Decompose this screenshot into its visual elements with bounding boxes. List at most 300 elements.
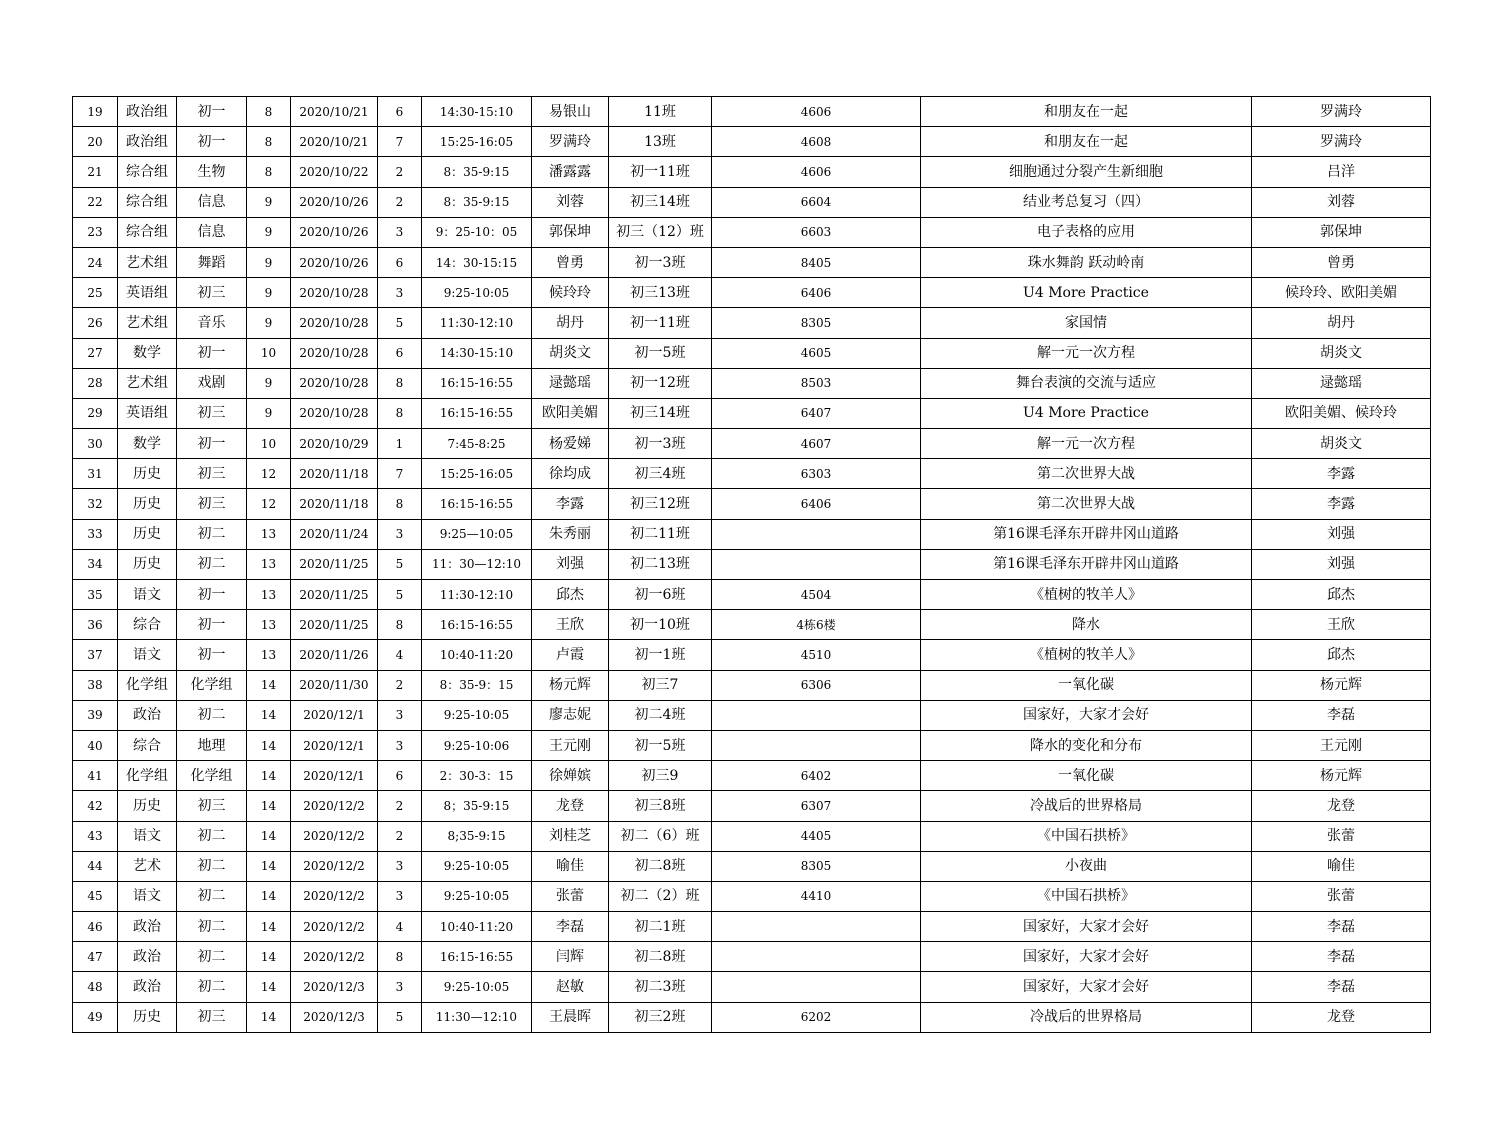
- period-cell: 6: [378, 247, 422, 277]
- group-cell: 历史: [118, 1002, 177, 1032]
- row-number-cell: 48: [73, 972, 118, 1002]
- row-number-cell: 28: [73, 368, 118, 398]
- row-number-cell: 29: [73, 398, 118, 428]
- group-cell: 历史: [118, 519, 177, 549]
- reviewer-cell: 李露: [1252, 459, 1431, 489]
- reviewer-cell: 杨元辉: [1252, 670, 1431, 700]
- period-cell: 3: [378, 851, 422, 881]
- subject-cell: 初二: [177, 881, 247, 911]
- teacher-cell: 刘桂芝: [532, 821, 609, 851]
- teacher-cell: 刘蓉: [532, 187, 609, 217]
- group-cell: 数学: [118, 338, 177, 368]
- table-row: [73, 700, 1431, 730]
- period-cell: 2: [378, 157, 422, 187]
- teacher-cell: 龙登: [532, 791, 609, 821]
- row-number-cell: 24: [73, 247, 118, 277]
- date-cell: 2020/10/28: [291, 398, 378, 428]
- time-cell: 9:25-10:06: [422, 730, 532, 760]
- time-cell: 9:25-10:05: [422, 700, 532, 730]
- subject-cell: 生物: [177, 157, 247, 187]
- time-cell: 16:15-16:55: [422, 398, 532, 428]
- week-cell: 14: [247, 670, 291, 700]
- subject-cell: 初一: [177, 429, 247, 459]
- row-number-cell: 22: [73, 187, 118, 217]
- date-cell: 2020/10/28: [291, 338, 378, 368]
- time-cell: 11:30—12:10: [422, 1002, 532, 1032]
- reviewer-cell: 邱杰: [1252, 580, 1431, 610]
- reviewer-cell: 李磊: [1252, 972, 1431, 1002]
- room-cell: 6306: [712, 670, 921, 700]
- week-cell: 14: [247, 942, 291, 972]
- period-cell: 8: [378, 398, 422, 428]
- row-number-cell: 20: [73, 127, 118, 157]
- topic-cell: U4 More Practice: [921, 278, 1252, 308]
- group-cell: 语文: [118, 580, 177, 610]
- week-cell: 14: [247, 761, 291, 791]
- period-cell: 2: [378, 791, 422, 821]
- topic-cell: 解一元一次方程: [921, 338, 1252, 368]
- period-cell: 3: [378, 700, 422, 730]
- room-cell: 6307: [712, 791, 921, 821]
- group-cell: 综合组: [118, 217, 177, 247]
- group-cell: 艺术: [118, 851, 177, 881]
- reviewer-cell: 王欣: [1252, 610, 1431, 640]
- reviewer-cell: 胡丹: [1252, 308, 1431, 338]
- date-cell: 2020/11/18: [291, 459, 378, 489]
- reviewer-cell: 欧阳美媚、候玲玲: [1252, 398, 1431, 428]
- date-cell: 2020/12/2: [291, 912, 378, 942]
- room-cell: 6303: [712, 459, 921, 489]
- table-row: [73, 942, 1431, 972]
- table-row: [73, 912, 1431, 942]
- period-cell: 3: [378, 278, 422, 308]
- date-cell: 2020/12/1: [291, 700, 378, 730]
- period-cell: 3: [378, 972, 422, 1002]
- row-number-cell: 42: [73, 791, 118, 821]
- week-cell: 13: [247, 640, 291, 670]
- row-number-cell: 25: [73, 278, 118, 308]
- row-number-cell: 31: [73, 459, 118, 489]
- topic-cell: 第16课毛泽东开辟井冈山道路: [921, 519, 1252, 549]
- class-cell: 初三14班: [609, 398, 712, 428]
- row-number-cell: 43: [73, 821, 118, 851]
- topic-cell: 家国情: [921, 308, 1252, 338]
- teacher-cell: 欧阳美媚: [532, 398, 609, 428]
- class-cell: 初三12班: [609, 489, 712, 519]
- topic-cell: 小夜曲: [921, 851, 1252, 881]
- teacher-cell: 朱秀丽: [532, 519, 609, 549]
- date-cell: 2020/10/22: [291, 157, 378, 187]
- room-cell: 6202: [712, 1002, 921, 1032]
- period-cell: 1: [378, 429, 422, 459]
- date-cell: 2020/10/26: [291, 187, 378, 217]
- class-cell: 初二8班: [609, 942, 712, 972]
- group-cell: 综合: [118, 730, 177, 760]
- room-cell: 8305: [712, 851, 921, 881]
- period-cell: 5: [378, 1002, 422, 1032]
- class-cell: 13班: [609, 127, 712, 157]
- table-row: [73, 278, 1431, 308]
- room-cell: [712, 972, 921, 1002]
- topic-cell: 国家好，大家才会好: [921, 700, 1252, 730]
- group-cell: 政治: [118, 972, 177, 1002]
- reviewer-cell: 胡炎文: [1252, 338, 1431, 368]
- subject-cell: 初二: [177, 942, 247, 972]
- time-cell: 8：35-9:15: [422, 187, 532, 217]
- period-cell: 7: [378, 459, 422, 489]
- class-cell: 初一6班: [609, 580, 712, 610]
- subject-cell: 音乐: [177, 308, 247, 338]
- row-number-cell: 39: [73, 700, 118, 730]
- topic-cell: 第二次世界大战: [921, 459, 1252, 489]
- topic-cell: 《中国石拱桥》: [921, 881, 1252, 911]
- date-cell: 2020/10/28: [291, 278, 378, 308]
- reviewer-cell: 罗满玲: [1252, 127, 1431, 157]
- class-cell: 初二4班: [609, 700, 712, 730]
- week-cell: 8: [247, 127, 291, 157]
- row-number-cell: 46: [73, 912, 118, 942]
- week-cell: 9: [247, 278, 291, 308]
- date-cell: 2020/10/21: [291, 127, 378, 157]
- subject-cell: 初三: [177, 1002, 247, 1032]
- teacher-cell: 候玲玲: [532, 278, 609, 308]
- period-cell: 7: [378, 127, 422, 157]
- date-cell: 2020/10/29: [291, 429, 378, 459]
- subject-cell: 信息: [177, 187, 247, 217]
- teacher-cell: 王欣: [532, 610, 609, 640]
- table-row: [73, 972, 1431, 1002]
- date-cell: 2020/10/26: [291, 247, 378, 277]
- teacher-cell: 徐均成: [532, 459, 609, 489]
- class-cell: 初一3班: [609, 429, 712, 459]
- teacher-cell: 张蕾: [532, 881, 609, 911]
- week-cell: 10: [247, 429, 291, 459]
- table-row: [73, 217, 1431, 247]
- group-cell: 化学组: [118, 761, 177, 791]
- date-cell: 2020/10/26: [291, 217, 378, 247]
- room-cell: 8503: [712, 368, 921, 398]
- subject-cell: 初二: [177, 700, 247, 730]
- week-cell: 10: [247, 338, 291, 368]
- table-row: [73, 308, 1431, 338]
- week-cell: 14: [247, 851, 291, 881]
- time-cell: 16:15-16:55: [422, 942, 532, 972]
- reviewer-cell: 李磊: [1252, 942, 1431, 972]
- group-cell: 历史: [118, 489, 177, 519]
- room-cell: 4504: [712, 580, 921, 610]
- week-cell: 9: [247, 247, 291, 277]
- time-cell: 9:25-10:05: [422, 851, 532, 881]
- room-cell: [712, 700, 921, 730]
- date-cell: 2020/11/26: [291, 640, 378, 670]
- reviewer-cell: 李磊: [1252, 700, 1431, 730]
- class-cell: 初三13班: [609, 278, 712, 308]
- subject-cell: 初三: [177, 278, 247, 308]
- topic-cell: 珠水舞韵 跃动岭南: [921, 247, 1252, 277]
- row-number-cell: 19: [73, 97, 118, 127]
- group-cell: 历史: [118, 459, 177, 489]
- group-cell: 政治: [118, 942, 177, 972]
- table-row: [73, 97, 1431, 127]
- room-cell: [712, 549, 921, 579]
- topic-cell: U4 More Practice: [921, 398, 1252, 428]
- room-cell: 4605: [712, 338, 921, 368]
- table-row: [73, 881, 1431, 911]
- class-cell: 初一11班: [609, 157, 712, 187]
- row-number-cell: 23: [73, 217, 118, 247]
- topic-cell: 冷战后的世界格局: [921, 791, 1252, 821]
- week-cell: 9: [247, 217, 291, 247]
- week-cell: 9: [247, 187, 291, 217]
- teacher-cell: 闫辉: [532, 942, 609, 972]
- time-cell: 10:40-11:20: [422, 640, 532, 670]
- class-cell: 初三7: [609, 670, 712, 700]
- class-cell: 初二8班: [609, 851, 712, 881]
- room-cell: 4606: [712, 97, 921, 127]
- time-cell: 8;35-9:15: [422, 821, 532, 851]
- time-cell: 15:25-16:05: [422, 127, 532, 157]
- date-cell: 2020/10/21: [291, 97, 378, 127]
- group-cell: 政治组: [118, 127, 177, 157]
- date-cell: 2020/12/2: [291, 791, 378, 821]
- reviewer-cell: 郭保坤: [1252, 217, 1431, 247]
- reviewer-cell: 喻佳: [1252, 851, 1431, 881]
- group-cell: 历史: [118, 549, 177, 579]
- table-row: [73, 821, 1431, 851]
- room-cell: 4608: [712, 127, 921, 157]
- group-cell: 政治: [118, 912, 177, 942]
- table-row: [73, 398, 1431, 428]
- topic-cell: 细胞通过分裂产生新细胞: [921, 157, 1252, 187]
- schedule-table-body: [73, 97, 1431, 1033]
- period-cell: 5: [378, 308, 422, 338]
- table-row: [73, 489, 1431, 519]
- table-row: [73, 519, 1431, 549]
- row-number-cell: 26: [73, 308, 118, 338]
- row-number-cell: 37: [73, 640, 118, 670]
- class-cell: 初二13班: [609, 549, 712, 579]
- week-cell: 12: [247, 459, 291, 489]
- date-cell: 2020/12/2: [291, 851, 378, 881]
- group-cell: 化学组: [118, 670, 177, 700]
- time-cell: 8：35-9：15: [422, 670, 532, 700]
- table-row: [73, 851, 1431, 881]
- week-cell: 9: [247, 398, 291, 428]
- week-cell: 14: [247, 912, 291, 942]
- room-cell: 6406: [712, 278, 921, 308]
- topic-cell: 国家好，大家才会好: [921, 912, 1252, 942]
- topic-cell: 第16课毛泽东开辟井冈山道路: [921, 549, 1252, 579]
- period-cell: 8: [378, 489, 422, 519]
- teacher-cell: 徐婵嫔: [532, 761, 609, 791]
- date-cell: 2020/12/3: [291, 1002, 378, 1032]
- period-cell: 2: [378, 821, 422, 851]
- time-cell: 10:40-11:20: [422, 912, 532, 942]
- row-number-cell: 38: [73, 670, 118, 700]
- table-row: [73, 549, 1431, 579]
- week-cell: 14: [247, 1002, 291, 1032]
- class-cell: 初一1班: [609, 640, 712, 670]
- row-number-cell: 44: [73, 851, 118, 881]
- reviewer-cell: 李露: [1252, 489, 1431, 519]
- table-row: [73, 429, 1431, 459]
- subject-cell: 初三: [177, 398, 247, 428]
- time-cell: 14:30-15:10: [422, 97, 532, 127]
- week-cell: 8: [247, 97, 291, 127]
- subject-cell: 初一: [177, 97, 247, 127]
- table-row: [73, 157, 1431, 187]
- teacher-cell: 胡丹: [532, 308, 609, 338]
- room-cell: 4405: [712, 821, 921, 851]
- class-cell: 初三14班: [609, 187, 712, 217]
- date-cell: 2020/11/25: [291, 610, 378, 640]
- teacher-cell: 刘强: [532, 549, 609, 579]
- subject-cell: 初一: [177, 640, 247, 670]
- teacher-cell: 赵敏: [532, 972, 609, 1002]
- class-cell: 初二（6）班: [609, 821, 712, 851]
- class-cell: 初一5班: [609, 338, 712, 368]
- reviewer-cell: 刘强: [1252, 519, 1431, 549]
- group-cell: 艺术组: [118, 308, 177, 338]
- teacher-cell: 胡炎文: [532, 338, 609, 368]
- room-cell: 6604: [712, 187, 921, 217]
- row-number-cell: 47: [73, 942, 118, 972]
- teacher-cell: 王晨晖: [532, 1002, 609, 1032]
- topic-cell: 降水: [921, 610, 1252, 640]
- week-cell: 13: [247, 549, 291, 579]
- date-cell: 2020/12/2: [291, 942, 378, 972]
- date-cell: 2020/12/1: [291, 761, 378, 791]
- row-number-cell: 45: [73, 881, 118, 911]
- table-row: [73, 670, 1431, 700]
- row-number-cell: 35: [73, 580, 118, 610]
- group-cell: 数学: [118, 429, 177, 459]
- room-cell: 8405: [712, 247, 921, 277]
- reviewer-cell: 曾勇: [1252, 247, 1431, 277]
- time-cell: 8；35-9:15: [422, 791, 532, 821]
- period-cell: 8: [378, 368, 422, 398]
- room-cell: 6407: [712, 398, 921, 428]
- reviewer-cell: 候玲玲、欧阳美媚: [1252, 278, 1431, 308]
- row-number-cell: 30: [73, 429, 118, 459]
- date-cell: 2020/12/2: [291, 821, 378, 851]
- week-cell: 14: [247, 700, 291, 730]
- reviewer-cell: 张蕾: [1252, 821, 1431, 851]
- time-cell: 9:25-10:05: [422, 972, 532, 1002]
- subject-cell: 初三: [177, 791, 247, 821]
- date-cell: 2020/10/28: [291, 368, 378, 398]
- group-cell: 语文: [118, 640, 177, 670]
- table-row: [73, 1002, 1431, 1032]
- date-cell: 2020/11/18: [291, 489, 378, 519]
- period-cell: 5: [378, 549, 422, 579]
- week-cell: 14: [247, 791, 291, 821]
- table-row: [73, 338, 1431, 368]
- teacher-cell: 曾勇: [532, 247, 609, 277]
- teacher-cell: 廖志妮: [532, 700, 609, 730]
- teacher-cell: 卢霞: [532, 640, 609, 670]
- table-row: [73, 730, 1431, 760]
- table-row: [73, 459, 1431, 489]
- group-cell: 综合组: [118, 187, 177, 217]
- time-cell: 2：30-3：15: [422, 761, 532, 791]
- topic-cell: 国家好，大家才会好: [921, 972, 1252, 1002]
- period-cell: 3: [378, 730, 422, 760]
- subject-cell: 初一: [177, 127, 247, 157]
- time-cell: 11：30—12:10: [422, 549, 532, 579]
- table-row: [73, 761, 1431, 791]
- subject-cell: 初三: [177, 459, 247, 489]
- class-cell: 初二3班: [609, 972, 712, 1002]
- period-cell: 3: [378, 217, 422, 247]
- teacher-cell: 杨元辉: [532, 670, 609, 700]
- time-cell: 9：25-10：05: [422, 217, 532, 247]
- date-cell: 2020/12/1: [291, 730, 378, 760]
- subject-cell: 舞蹈: [177, 247, 247, 277]
- subject-cell: 初一: [177, 610, 247, 640]
- period-cell: 2: [378, 187, 422, 217]
- topic-cell: 降水的变化和分布: [921, 730, 1252, 760]
- time-cell: 16:15-16:55: [422, 368, 532, 398]
- table-row: [73, 610, 1431, 640]
- table-row: [73, 640, 1431, 670]
- subject-cell: 信息: [177, 217, 247, 247]
- group-cell: 历史: [118, 791, 177, 821]
- teacher-cell: 杨爱娣: [532, 429, 609, 459]
- row-number-cell: 21: [73, 157, 118, 187]
- date-cell: 2020/12/2: [291, 881, 378, 911]
- class-cell: 初一3班: [609, 247, 712, 277]
- subject-cell: 初二: [177, 519, 247, 549]
- time-cell: 11:30-12:10: [422, 580, 532, 610]
- time-cell: 14：30-15:15: [422, 247, 532, 277]
- period-cell: 3: [378, 881, 422, 911]
- subject-cell: 初一: [177, 338, 247, 368]
- teacher-cell: 逯懿瑶: [532, 368, 609, 398]
- reviewer-cell: 罗满玲: [1252, 97, 1431, 127]
- week-cell: 14: [247, 881, 291, 911]
- subject-cell: 初三: [177, 489, 247, 519]
- class-cell: 初二11班: [609, 519, 712, 549]
- period-cell: 5: [378, 580, 422, 610]
- group-cell: 英语组: [118, 278, 177, 308]
- reviewer-cell: 王元刚: [1252, 730, 1431, 760]
- room-cell: [712, 942, 921, 972]
- subject-cell: 地理: [177, 730, 247, 760]
- topic-cell: 第二次世界大战: [921, 489, 1252, 519]
- teacher-cell: 李露: [532, 489, 609, 519]
- room-cell: [712, 730, 921, 760]
- room-cell: 8305: [712, 308, 921, 338]
- reviewer-cell: 张蕾: [1252, 881, 1431, 911]
- room-cell: [712, 912, 921, 942]
- date-cell: 2020/11/24: [291, 519, 378, 549]
- class-cell: 初三8班: [609, 791, 712, 821]
- group-cell: 政治: [118, 700, 177, 730]
- reviewer-cell: 胡炎文: [1252, 429, 1431, 459]
- class-cell: 11班: [609, 97, 712, 127]
- row-number-cell: 27: [73, 338, 118, 368]
- week-cell: 12: [247, 489, 291, 519]
- subject-cell: 初二: [177, 851, 247, 881]
- room-cell: [712, 519, 921, 549]
- class-cell: 初三9: [609, 761, 712, 791]
- teacher-cell: 李磊: [532, 912, 609, 942]
- class-cell: 初一5班: [609, 730, 712, 760]
- teacher-cell: 潘露露: [532, 157, 609, 187]
- date-cell: 2020/11/25: [291, 580, 378, 610]
- class-cell: 初三（12）班: [609, 217, 712, 247]
